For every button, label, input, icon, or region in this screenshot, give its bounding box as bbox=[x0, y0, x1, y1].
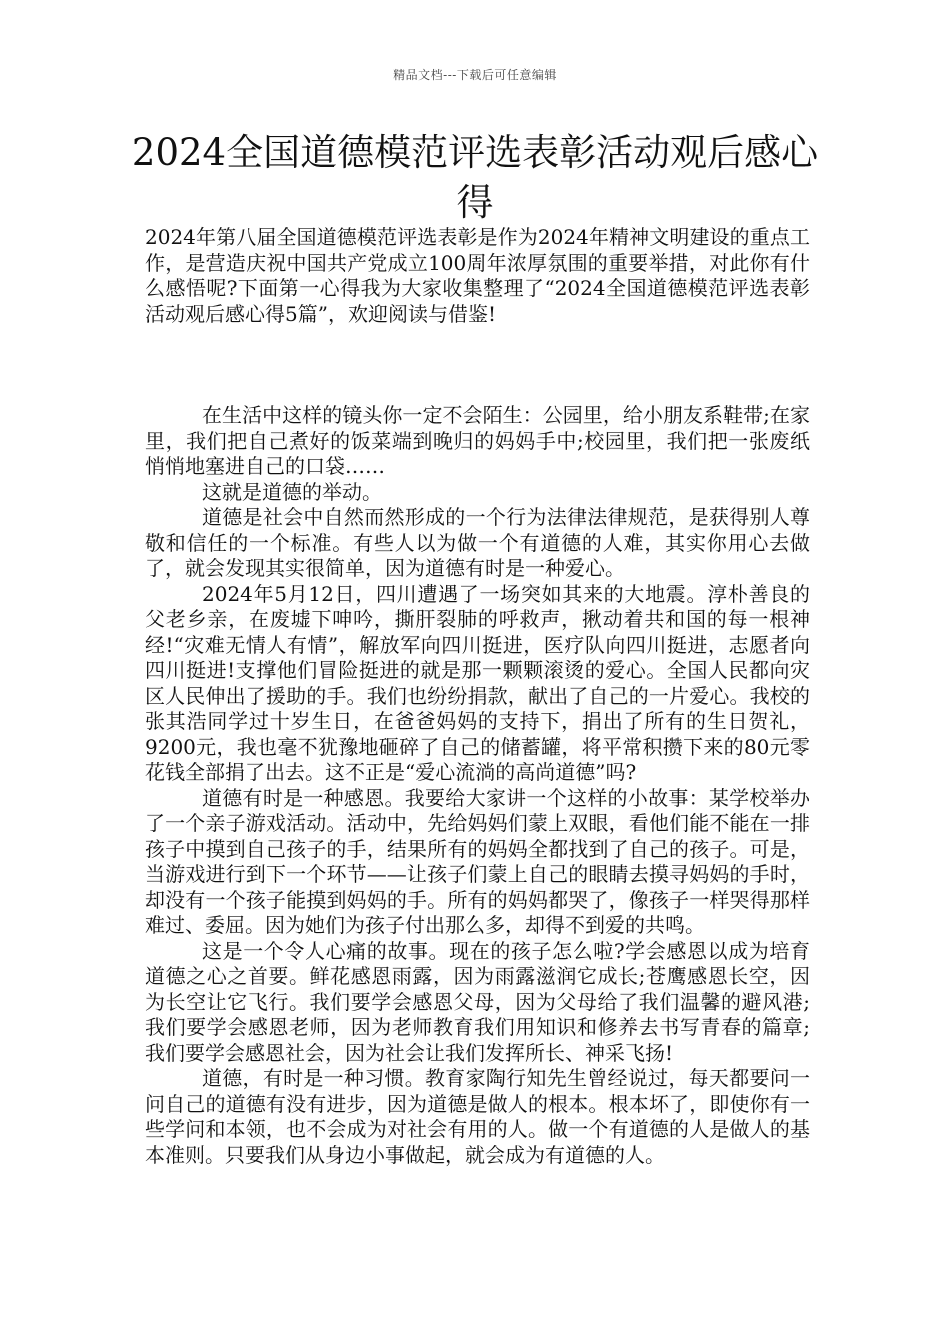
body-paragraph: 道德，有时是一种习惯。教育家陶行知先生曾经说过，每天都要问一问自己的道德有没有进步，因为道德是做人的根本。根本坏了，即使你有一些学问和本领，也不会成为对社会有用的人。做一个有道德的人是做人的基本准则。只要我们从身边小事做起，就会成为有道德的人。 bbox=[145, 1066, 810, 1167]
body-paragraph: 这是一个令人心痛的故事。现在的孩子怎么啦?学会感恩以成为培育道德之心之首要。鲜花感恩雨露，因为雨露滋润它成长;苍鹰感恩长空，因为长空让它飞行。我们要学会感恩父母，因为父母给了我们温馨的避风港;我们要学会感恩老师，因为老师教育我们用知识和修养去书写青春的篇章;我们要学会感恩社会，因为社会让我们发挥所长、神采飞扬! bbox=[145, 938, 810, 1065]
document-body bbox=[145, 225, 810, 1168]
document-title: 2024全国道德模范评选表彰活动观后感心得 bbox=[131, 131, 819, 224]
body-paragraph: 道德是社会中自然而然形成的一个行为法律法律规范，是获得别人尊敬和信任的一个标准。有些人以为做一个有道德的人难，其实你用心去做了，就会发现其实很简单，因为道德有时是一种爱心。 bbox=[145, 505, 810, 580]
body-paragraph: 道德有时是一种感恩。我要给大家讲一个这样的小故事：某学校举办了一个亲子游戏活动。活动中，先给妈妈们蒙上双眼，看他们能不能在一排孩子中摸到自己孩子的手，结果所有的妈妈全都找到了自己的孩子。可是，当游戏进行到下一个环节——让孩子们蒙上自己的眼睛去摸寻妈妈的手时，却没有一个孩子能摸到妈妈的手。所有的妈妈都哭了，像孩子一样哭得那样难过、委屈。因为她们为孩子付出那么多，却得不到爱的共鸣。 bbox=[145, 785, 810, 937]
body-paragraph: 2024年5月12日，四川遭遇了一场突如其来的大地震。淳朴善良的父老乡亲，在废墟下呻吟，撕肝裂肺的呼救声，揪动着共和国的每一根神经!“灾难无情人有情”，解放军向四川挺进，医疗队向四川挺进，志愿者向四川挺进!支撑他们冒险挺进的就是那一颗颗滚烫的爱心。全国人民都向灾区人民伸出了援助的手。我们也纷纷捐款，献出了自己的一片爱心。我校的张其浩同学过十岁生日，在爸爸妈妈的支持下，捐出了所有的生日贺礼，9200元，我也毫不犹豫地砸碎了自己的储蓄罐，将平常积攒下来的80元零花钱全部捐了出去。这不正是“爱心流淌的高尚道德”吗? bbox=[145, 581, 810, 784]
intro-paragraph: 2024年第八届全国道德模范评选表彰是作为2024年精神文明建设的重点工作，是营造庆祝中国共产党成立100周年浓厚氛围的重要举措，对此你有什么感悟呢?下面第一心得我为大家收集整理了“2024全国道德模范评选表彰活动观后感心得5篇”，欢迎阅读与借鉴! bbox=[145, 225, 810, 326]
body-paragraph: 在生活中这样的镜头你一定不会陌生：公园里，给小朋友系鞋带;在家里，我们把自己煮好的饭菜端到晚归的妈妈手中;校园里，我们把一张废纸悄悄地塞进自己的口袋…… bbox=[145, 403, 810, 478]
body-paragraph: 这就是道德的举动。 bbox=[202, 479, 382, 504]
header-note: 精品文档---下载后可任意编辑 bbox=[393, 68, 557, 82]
